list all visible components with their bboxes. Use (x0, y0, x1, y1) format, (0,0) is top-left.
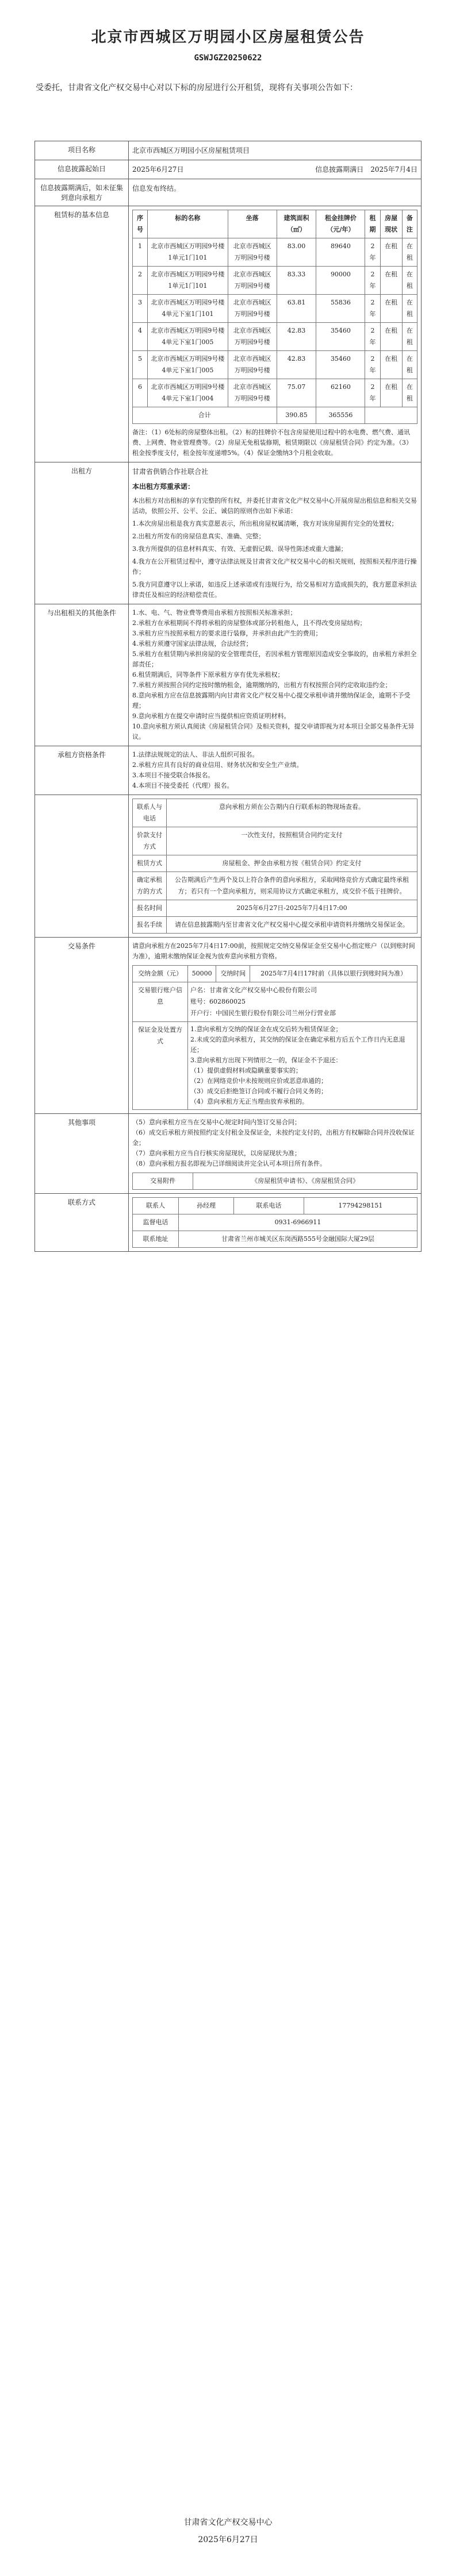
other-condition-7: 8.意向承租方应在信息披露期内向甘肃省文化产权交易中心提交承租申请并缴纳保证金，逾期不予受理； (132, 692, 411, 709)
asset-6-col-7: 在租 (402, 379, 417, 407)
other-matter-3: （8）意向承租方报名即视为已详细阅读并完全认可本项目所有条件。 (132, 1160, 326, 1167)
deposit-handling-6: （4）意向承租方无正当理由放弃承租的。 (190, 1098, 308, 1105)
other-conditions-row (35, 604, 421, 746)
asset-1-col-5: 2年 (365, 238, 380, 267)
contact-row (35, 1194, 421, 1252)
asset-5-col-0: 5 (133, 351, 148, 379)
other-info-2-value: 房屋租金、押金由承租方按《租赁合同》约定支付 (166, 855, 417, 872)
deposit-time-label: 交纳时间 (216, 966, 250, 982)
asset-6-col-6: 在租 (380, 379, 402, 407)
account-name: 户名：甘肃省文化产权交易中心股份有限公司 (190, 986, 317, 994)
transaction-conditions-row (35, 938, 421, 1114)
project-name-label: 项目名称 (35, 141, 129, 160)
other-info-subtable (132, 799, 417, 934)
assets-header-1: 标的名称 (148, 210, 228, 238)
asset-4-col-4: 35460 (316, 323, 365, 351)
assets-header-2: 坐落 (228, 210, 277, 238)
disclosure-start-label: 信息披露起始日 (35, 160, 129, 179)
deposit-handling-3: （1）提供虚假材料或隐瞒重要事实的； (190, 1067, 302, 1074)
other-conditions-label: 与出租相关的其他条件 (35, 604, 129, 746)
documents-value: 《房屋租赁申请书》、《房屋租赁合同》 (193, 1173, 417, 1190)
asset-3-col-4: 55836 (316, 295, 365, 323)
other-info-4-label: 报名时间 (133, 900, 167, 917)
other-info-2-label: 租赁方式 (133, 855, 167, 872)
deposit-amount-label: 交纳金额（元） (133, 966, 188, 982)
lessor-commitment-4: 4.我方在公开租赁过程中，遵守法律法规及甘肃省文化产权交易中心的相关规则，按照相关程序进行操作； (132, 558, 417, 576)
supervision-value: 0931-6966911 (178, 1214, 417, 1231)
other-info-5-label: 报名手续 (133, 917, 167, 934)
asset-2-col-1: 北京市西城区万明园9号楼1单元1门101 (148, 267, 228, 295)
asset-3-col-2: 北京市西城区万明园9号楼 (228, 295, 277, 323)
other-matters-row (35, 1114, 421, 1194)
asset-3-col-7: 在租 (402, 295, 417, 323)
assets-totals-label: 合计 (133, 407, 277, 424)
asset-2-col-4: 90000 (316, 267, 365, 295)
other-condition-3: 4.承租方须遵守国家法律法规，合法经营； (132, 640, 252, 647)
assets-subtable (132, 210, 417, 424)
supervision-label: 监督电话 (133, 1214, 179, 1231)
page-title: 北京市西城区万明园小区房屋租赁公告 (91, 29, 365, 46)
asset-3-col-0: 3 (133, 295, 148, 323)
assets-header-row (133, 210, 417, 238)
contact-subtable (132, 1197, 417, 1248)
other-info-5-value: 请在信息披露期内至甘肃省文化产权交易中心提交承租申请资料并缴纳交易保证金。 (166, 917, 417, 934)
asset-5-col-2: 北京市西城区万明园9号楼 (228, 351, 277, 379)
other-info-1-label: 价款支付方式 (133, 827, 167, 855)
asset-4-col-7: 在租 (402, 323, 417, 351)
deposit-handling-5: （3）成交后拒绝签订合同或不履行合同义务的； (190, 1088, 327, 1095)
deposit-time-value: 2025年7月4日17时前（具体以银行到账时间为准） (250, 966, 417, 982)
documents-subtable (132, 1173, 417, 1190)
lessor-commitment-3: 3.我方所提供的信息材料真实、有效、无虚假记载、误导性陈述或重大遗漏； (132, 545, 347, 553)
other-info-block (35, 795, 421, 938)
asset-5-col-7: 在租 (402, 351, 417, 379)
contact-name-value: 孙经理 (178, 1198, 233, 1214)
asset-2-col-0: 2 (133, 267, 148, 295)
assets-header-6: 房屋现状 (380, 210, 402, 238)
disclosure-end-value: 2025年7月4日 (370, 165, 417, 173)
asset-5-col-1: 北京市西城区万明园9号楼4单元下室1门005 (148, 351, 228, 379)
account-label: 交易银行账户信息 (133, 982, 188, 1022)
disclosure-row (35, 160, 421, 179)
applicant-req-2: 3.本项目不接受联合体报名。 (132, 772, 214, 779)
asset-4-col-5: 2年 (365, 323, 380, 351)
project-row (35, 141, 421, 160)
intro-text: 受委托，甘肃省文化产权交易中心对以下标的房屋进行公开租赁，现将有关事项公告如下： (36, 83, 358, 92)
asset-4-col-2: 北京市西城区万明园9号楼 (228, 323, 277, 351)
deposit-handling-0: 1.意向承租方交纳的保证金在成交后转为租赁保证金； (190, 1025, 342, 1033)
documents-label: 交易附件 (133, 1173, 193, 1190)
lessor-commitment-1: 1.本次房屋出租是我方真实意愿表示，所出租房屋权属清晰，我方对该房屋拥有完全的处置权； (132, 520, 398, 527)
asset-4-col-0: 4 (133, 323, 148, 351)
assets-totals-rent: 365556 (316, 407, 365, 424)
asset-6-col-1: 北京市西城区万明园9号楼4单元下室1门004 (148, 379, 228, 407)
asset-3-col-1: 北京市西城区万明园9号楼4单元下室1门101 (148, 295, 228, 323)
other-info-3-label: 确定承租方的方式 (133, 872, 167, 900)
footer-date: 2025年6月27日 (198, 2535, 258, 2544)
assets-row-5 (133, 351, 417, 379)
asset-6-col-4: 62160 (316, 379, 365, 407)
asset-4-col-3: 42.83 (277, 323, 316, 351)
asset-1-col-0: 1 (133, 238, 148, 267)
other-matter-2: （7）意向承租方应当自行核实房屋现状，以房屋现状为准； (132, 1150, 301, 1157)
assets-row-4 (133, 323, 417, 351)
asset-1-col-3: 83.00 (277, 238, 316, 267)
asset-6-col-5: 2年 (365, 379, 380, 407)
contact-phone-value: 17794298151 (304, 1198, 417, 1214)
contact-name-label: 联系人 (133, 1198, 179, 1214)
asset-1-col-4: 89640 (316, 238, 365, 267)
lessor-row (35, 462, 421, 604)
asset-5-col-6: 在租 (380, 351, 402, 379)
assets-row-3 (133, 295, 417, 323)
deposit-amount-value: 50000 (188, 966, 216, 982)
footer-organization: 甘肃省文化产权交易中心 (183, 2518, 273, 2527)
extension-value: 信息发布终结。 (129, 179, 421, 206)
other-info-1-value: 一次性支付，按照租赁合同约定支付 (166, 827, 417, 855)
asset-2-col-6: 在租 (380, 267, 402, 295)
other-matters-label: 其他事项 (35, 1114, 129, 1194)
asset-6-col-0: 6 (133, 379, 148, 407)
asset-2-col-7: 在租 (402, 267, 417, 295)
asset-1-col-1: 北京市西城区万明园9号楼1单元1门101 (148, 238, 228, 267)
applicant-req-3: 4.本项目不接受委托（代理）报名。 (132, 782, 233, 789)
asset-1-col-7: 在租 (402, 238, 417, 267)
asset-1-col-2: 北京市西城区万明园9号楼 (228, 238, 277, 267)
other-info-0-value: 意向承租方须在公告期内自行联系标的物现场查看。 (166, 799, 417, 827)
footer (0, 2516, 456, 2545)
lessor-commitments-title: 本出租方郑重承诺： (132, 483, 195, 491)
asset-5-col-3: 42.83 (277, 351, 316, 379)
assets-totals-area: 390.85 (277, 407, 316, 424)
asset-5-col-5: 2年 (365, 351, 380, 379)
asset-6-col-2: 北京市西城区万明园9号楼 (228, 379, 277, 407)
applicant-req-1: 2.承租方应具有良好的商业信用、财务状况和安全生产业绩。 (132, 761, 303, 769)
contact-label: 联系方式 (35, 1194, 129, 1252)
other-condition-0: 1.水、电、气、物业费等费用由承租方按照相关标准承担； (132, 609, 297, 616)
applicant-requirements-label: 承租方资格条件 (35, 746, 129, 795)
transaction-conditions-label: 交易条件 (35, 938, 129, 1114)
other-condition-4: 5.承租方在租赁期内承担房屋的安全管理责任，若因承租方管理原因造成安全事故的，由承租方承担全部责任； (132, 650, 417, 668)
address-value: 甘肃省兰州市城关区东岗西路555号金融国际大厦29层 (178, 1231, 417, 1248)
other-condition-5: 6.租赁期满后，同等条件下原承租方享有优先承租权； (132, 671, 284, 678)
deposit-subtable (132, 965, 417, 1110)
assets-header-5: 租期 (365, 210, 380, 238)
asset-3-col-3: 63.81 (277, 295, 316, 323)
assets-total-row (133, 407, 417, 424)
other-matter-1: （6）成交后承租方须按照约定支付租金及保证金，未按约定支付的，出租方有权解除合同并没收保证金； (132, 1129, 415, 1147)
assets-row-6 (133, 379, 417, 407)
lessor-commitment-5: 5.我方同意遵守以上承诺，如违反上述承诺或有违规行为，给交易相对方造成损失的，我方愿意承担法律责任及相应的经济赔偿责任。 (132, 581, 417, 599)
assets-label: 租赁标的基本信息 (35, 206, 129, 462)
assets-remarks: 备注：（1）6处标的房屋整体出租。（2）标的挂牌价不包含房屋使用过程中的水电费、燃气费、通讯费、上网费、物业管理费等。（2）房屋无免租装修期，租赁期限以《房屋租赁合同》约定为准。（3）租金按季度支付，租金按年度递增5%。（4）保证金缴纳3个月租金收取。 (132, 429, 412, 457)
header (0, 0, 456, 63)
lessor-commitment-0: 本出租方对出租标的享有完整的所有权，并委托甘肃省文化产权交易中心开展房屋出租信息和相关交易活动，依照公开、公平、公正、诚信的原则作出如下承诺： (132, 497, 417, 515)
deposit-handling-1: 2.未成交的意向承租方，其交纳的保证金在确定承租方后五个工作日内无息退还； (190, 1036, 405, 1054)
lessor-commitment-2: 2.出租方所发布的房屋信息真实、准确、完整； (132, 533, 265, 540)
assets-section (35, 206, 421, 462)
other-condition-9: 10.意向承租方须认真阅读《房屋租赁合同》及相关资料，提交申请即视为对本项目全部交易条件无异议。 (132, 723, 415, 741)
asset-1-col-6: 在租 (380, 238, 402, 267)
lessor-name: 甘肃省供销合作社联合社 (132, 468, 209, 476)
project-name-value: 北京市西城区万明园小区房屋租赁项目 (129, 141, 421, 160)
notice-code: GSWJGZ20250622 (194, 53, 262, 63)
other-info-0-label: 联系人与电话 (133, 799, 167, 827)
assets-header-4: 租金挂牌价（元/年） (316, 210, 365, 238)
applicant-req-0: 1.法律法规规定的法人、非法人组织可报名。 (132, 751, 259, 758)
other-info-4-value: 2025年6月27日-2025年7月4日17:00 (166, 900, 417, 917)
disclosure-end-label: 信息披露期满日 (315, 165, 364, 173)
notice-table (35, 141, 421, 1252)
asset-2-col-5: 2年 (365, 267, 380, 295)
deposit-intro: 请意向承租方在2025年7月4日17:00前，按照规定交纳交易保证金至交易中心指定账户（以到账时间为准），逾期未缴纳保证金视为放弃意向承租方资格。 (132, 942, 415, 960)
assets-header-0: 序号 (133, 210, 148, 238)
other-matter-0: （5）意向承租方应当在交易中心规定时间内签订交易合同； (132, 1119, 301, 1126)
asset-2-col-3: 83.33 (277, 267, 316, 295)
address-label: 联系地址 (133, 1231, 179, 1248)
asset-6-col-3: 75.07 (277, 379, 316, 407)
other-condition-2: 3.承租方应当按照承租方的要求进行装修，并承担由此产生的费用； (132, 630, 322, 637)
applicant-requirements-row (35, 746, 421, 795)
assets-row-2 (133, 267, 417, 295)
assets-header-3: 建筑面积（㎡） (277, 210, 316, 238)
asset-4-col-1: 北京市西城区万明园9号楼4单元下室1门005 (148, 323, 228, 351)
extension-label: 信息披露期满后，如未征集到意向承租方 (35, 179, 129, 206)
deposit-handling-2: 3.意向承租方出现下列情形之一的，保证金不予退还： (190, 1056, 342, 1064)
other-condition-6: 7.承租方须按照合同约定按时缴纳租金，逾期缴纳的，出租方有权按照合同约定收取违约金； (132, 681, 392, 689)
lessor-label: 出租方 (35, 462, 129, 604)
extension-row (35, 179, 421, 206)
asset-5-col-4: 35460 (316, 351, 365, 379)
asset-2-col-2: 北京市西城区万明园9号楼 (228, 267, 277, 295)
other-condition-8: 9.意向承租方在提交申请时应当提供相应资质证明材料。 (132, 712, 290, 720)
account-bank: 开户行：中国民生银行股份有限公司兰州分行营业部 (190, 1009, 336, 1017)
deposit-handling-4: （2）在网络竞价中未按规则应价或恶意串通的； (190, 1077, 327, 1085)
asset-4-col-6: 在租 (380, 323, 402, 351)
deposit-handling-label: 保证金及处置方式 (133, 1022, 188, 1110)
other-condition-1: 2.承租方在承租期间不得将承租的房屋整体或部分转租他人，且不得改变房屋结构； (132, 619, 366, 627)
account-number: 账号：602860025 (190, 998, 246, 1005)
other-info-3-value: 公告期满后产生两个及以上符合条件的意向承租方，采取网络竞价方式确定最终承租方；若只有一个意向承租方，则采用协议方式确定承租方，成交价不低于挂牌价。 (166, 872, 417, 900)
assets-header-7: 备注 (402, 210, 417, 238)
disclosure-start-value: 2025年6月27日 (132, 165, 184, 173)
contact-phone-label: 联系电话 (234, 1198, 304, 1214)
asset-3-col-6: 在租 (380, 295, 402, 323)
assets-row-1 (133, 238, 417, 267)
asset-3-col-5: 2年 (365, 295, 380, 323)
